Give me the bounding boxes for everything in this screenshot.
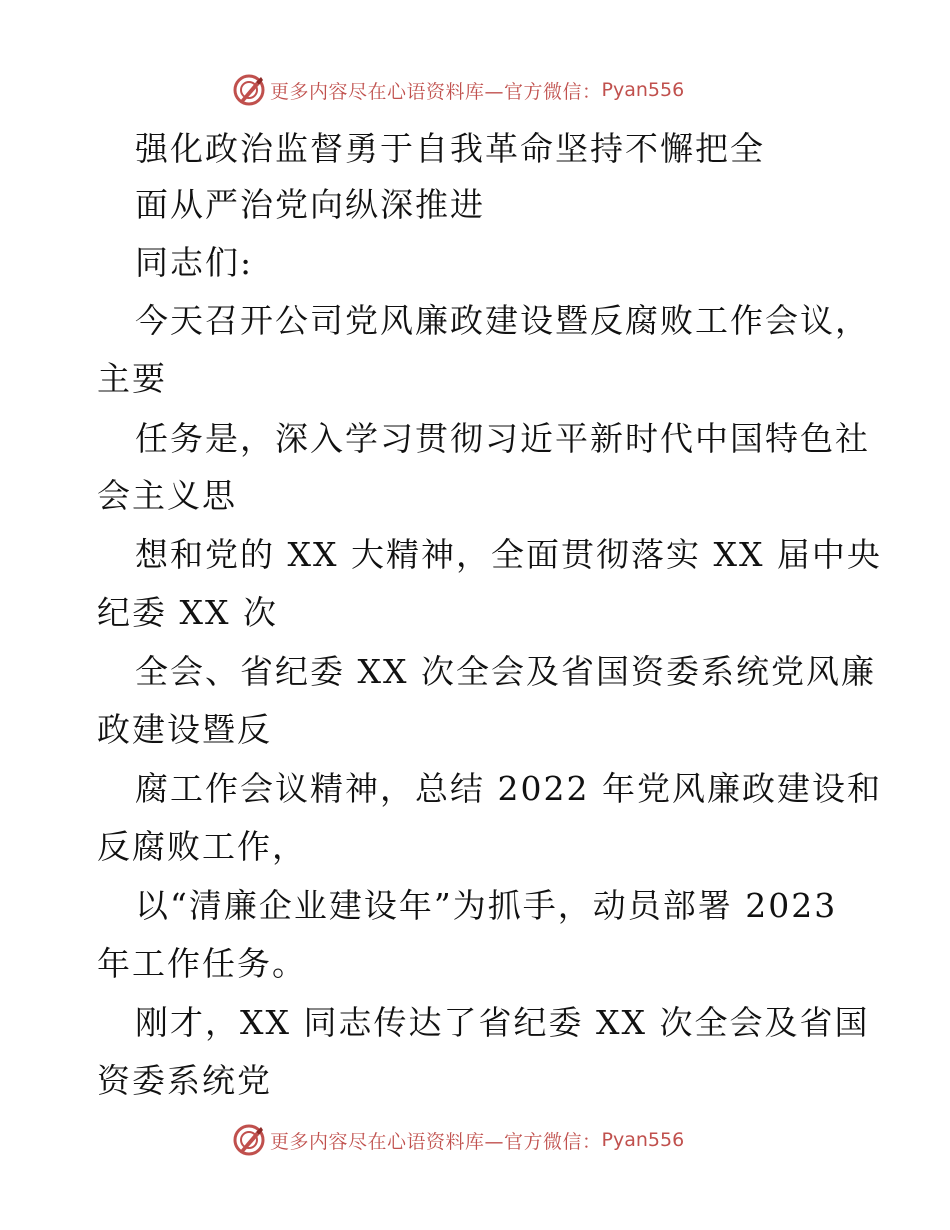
paragraph-line: 反腐败工作，: [97, 827, 307, 866]
paragraph-line: 政建设暨反: [97, 710, 272, 749]
watermark-text: 更多内容尽在心语资料库—官方微信：: [270, 1130, 602, 1153]
watermark-text: 更多内容尽在心语资料库—官方微信：: [270, 80, 602, 103]
watermark-wechat-id: Pyan556: [601, 79, 685, 101]
title-line-2: 面从严治党向纵深推进: [135, 185, 485, 224]
paragraph-line: 腐工作会议精神，总结 2022 年党风廉政建设和: [135, 769, 882, 808]
paragraph-line: 想和党的 XX 大精神，全面贯彻落实 XX 届中央: [135, 535, 882, 574]
pen-logo-icon: [232, 1123, 266, 1157]
watermark-wechat-id: Pyan556: [601, 1129, 685, 1151]
pen-logo-icon: [232, 73, 266, 107]
watermark-header: [232, 72, 684, 108]
paragraph-line: 会主义思: [97, 476, 237, 515]
paragraph-line: 纪委 XX 次: [97, 593, 278, 632]
paragraph-line: 年工作任务。: [97, 944, 307, 983]
paragraph-line: 全会、省纪委 XX 次全会及省国资委系统党风廉: [135, 652, 876, 691]
paragraph-line: 今天召开公司党风廉政建设暨反腐败工作会议，: [135, 301, 870, 340]
paragraph-line: 任务是，深入学习贯彻习近平新时代中国特色社: [135, 419, 870, 458]
paragraph-line: 以“清廉企业建设年”为抓手，动员部署 2023: [135, 886, 838, 925]
title-line-1: 强化政治监督勇于自我革命坚持不懈把全: [135, 129, 765, 168]
salutation: 同志们:: [135, 243, 254, 282]
watermark-footer: [232, 1122, 684, 1158]
paragraph-line: 主要: [97, 359, 167, 398]
paragraph-line: 刚才，XX 同志传达了省纪委 XX 次全会及省国: [135, 1003, 870, 1042]
paragraph-line: 资委系统党: [97, 1061, 272, 1100]
